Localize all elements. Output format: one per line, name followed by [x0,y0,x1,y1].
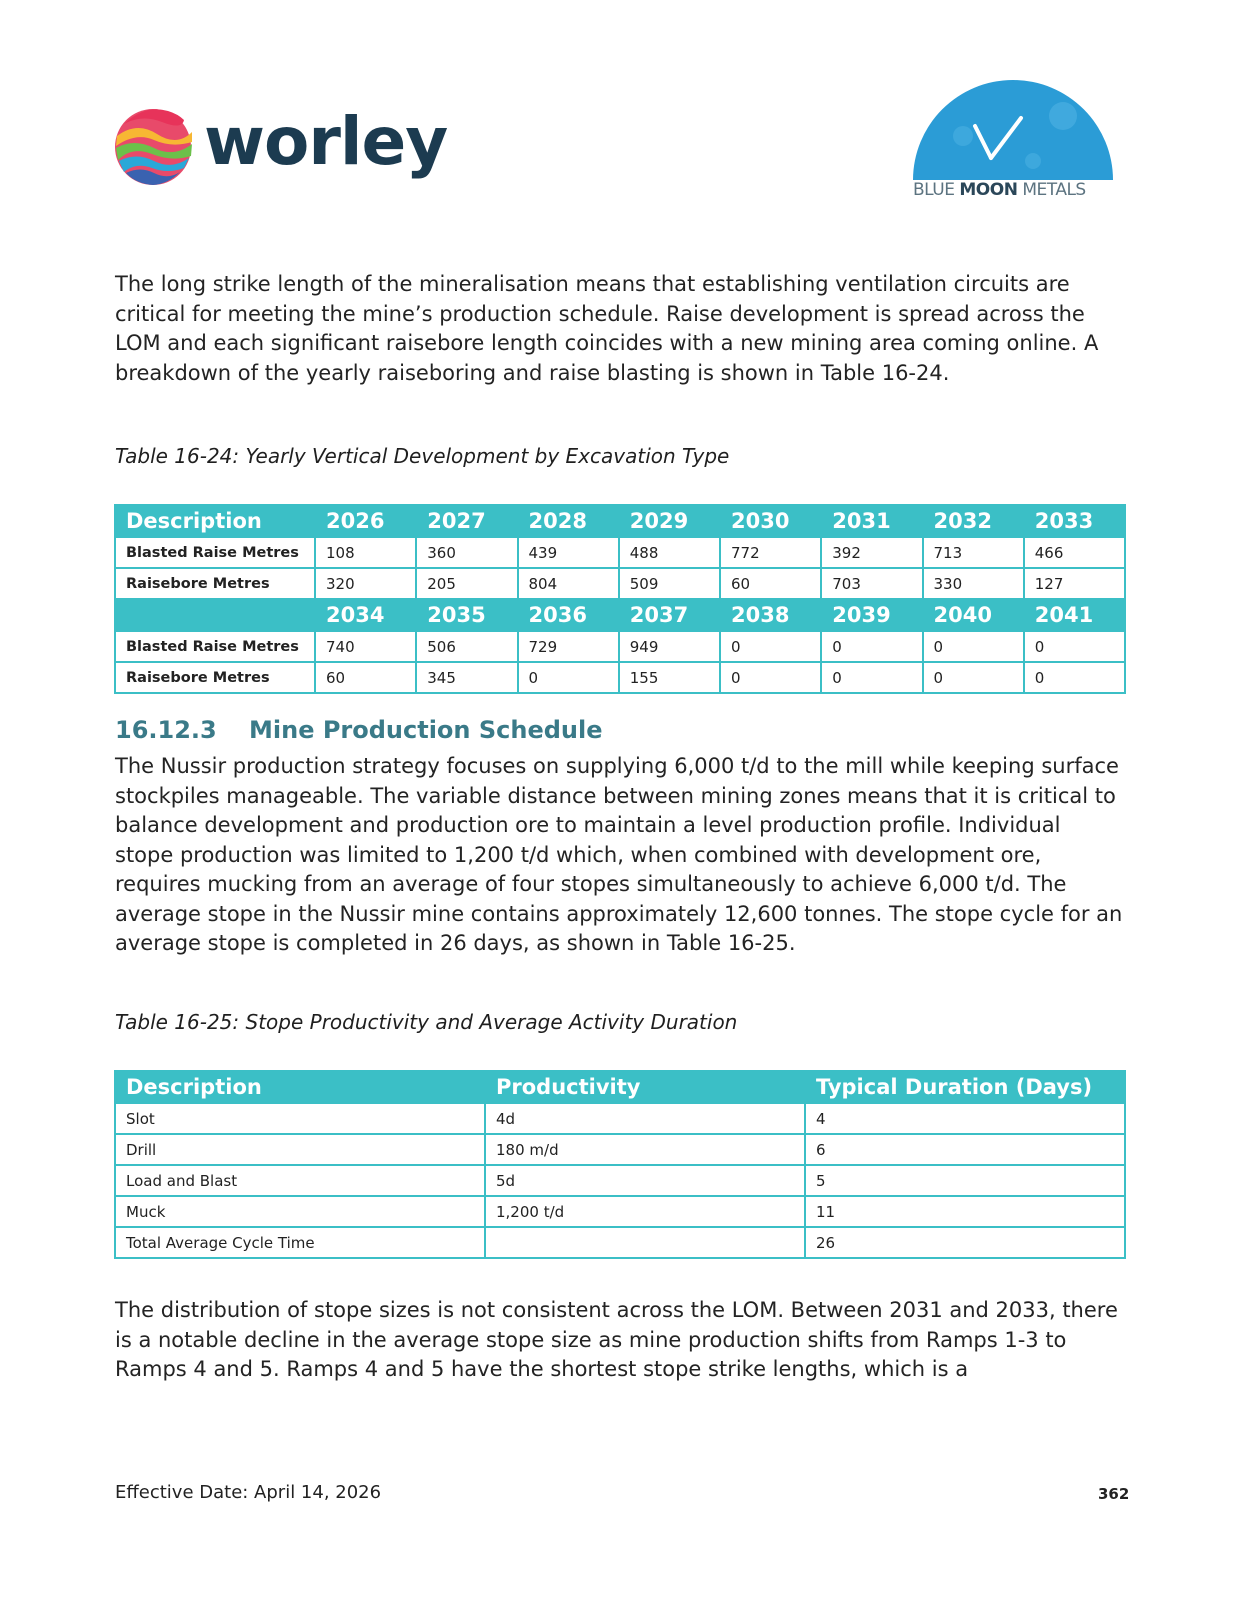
header-cell: 2026 [315,505,416,537]
row-label-cell: Raisebore Metres [115,568,315,599]
table-row [115,1227,1125,1258]
value-cell: 0 [1024,631,1125,662]
wordmark-moon: MOON [959,180,1018,200]
table-row [115,1134,1125,1165]
value-cell: 729 [518,631,619,662]
worley-logo-text: worley [204,103,448,180]
productivity-cell [485,1227,805,1258]
value-cell: 0 [923,662,1024,693]
duration-cell: 5 [805,1165,1125,1196]
page-number: 362 [1098,1485,1130,1503]
value-cell: 127 [1024,568,1125,599]
header-cell: Productivity [485,1071,805,1103]
value-cell: 0 [720,631,821,662]
header-cell: Typical Duration (Days) [805,1071,1125,1103]
blue-moon-metals-wordmark [913,180,1123,200]
worley-logo [112,100,462,190]
value-cell: 488 [619,537,720,568]
table-row [115,631,1125,662]
value-cell: 0 [720,662,821,693]
header-cell: 2038 [720,599,821,631]
header-cell: 2035 [416,599,517,631]
value-cell: 60 [315,662,416,693]
productivity-cell: 4d [485,1103,805,1134]
description-cell: Slot [115,1103,485,1134]
value-cell: 345 [416,662,517,693]
wordmark-metals: METALS [1017,180,1086,200]
footer-effective-date: Effective Date: April 14, 2026 [115,1482,382,1503]
production-strategy-paragraph: The Nussir production strategy focuses on supplying 6,000 t/d to the mill while keeping surface stockpiles manageable. The variable distance between mining zones means that it is critical to balance development and production ore to maintain a level production profile. Individual stope production was limited to 1,200 t/d which, when combined with development ore, requires mucking from an average of four stopes simultaneously to achieve 6,000 t/d. The average stope in the Nussir mine contains approximately 12,600 tonnes. The stope cycle for an average stope is completed in 26 days, as shown in Table 16-25. [115,754,1123,955]
value-cell: 439 [518,537,619,568]
value-cell: 506 [416,631,517,662]
table-row [115,1103,1125,1134]
intro-paragraph: The long strike length of the mineralisation means that establishing ventilation circuits are critical for meeting the mine’s production schedule. Raise development is spread across the LOM and each significant raisebore length coincides with a new mining area coming online. A breakdown of the yearly raiseboring and raise blasting is shown in Table 16-24. [115,272,1099,385]
header-cell: Description [115,505,315,537]
wordmark-blue: BLUE [913,180,960,200]
value-cell: 740 [315,631,416,662]
duration-cell: 11 [805,1196,1125,1227]
section-heading [115,716,603,744]
duration-cell: 4 [805,1103,1125,1134]
table-row [115,1165,1125,1196]
value-cell: 205 [416,568,517,599]
duration-cell: 26 [805,1227,1125,1258]
value-cell: 320 [315,568,416,599]
description-cell: Drill [115,1134,485,1165]
header-cell: 2039 [821,599,922,631]
value-cell: 155 [619,662,720,693]
table-row [115,537,1125,568]
row-label-cell: Blasted Raise Metres [115,631,315,662]
value-cell: 466 [1024,537,1125,568]
header-cell: 2027 [416,505,517,537]
table-row [115,662,1125,693]
header-cell: 2034 [315,599,416,631]
header-cell: 2036 [518,599,619,631]
table-header-row [115,1071,1125,1103]
table-header-row [115,505,1125,537]
header-cell: 2028 [518,505,619,537]
header-cell: 2041 [1024,599,1125,631]
header-cell: 2030 [720,505,821,537]
table-16-25-caption: Table 16-25: Stope Productivity and Average Activity Duration [115,1010,738,1034]
value-cell: 0 [923,631,1024,662]
value-cell: 360 [416,537,517,568]
description-cell: Total Average Cycle Time [115,1227,485,1258]
table-row [115,1196,1125,1227]
value-cell: 0 [1024,662,1125,693]
section-number: 16.12.3 [115,716,217,744]
header-cell [115,599,315,631]
value-cell: 108 [315,537,416,568]
productivity-cell: 5d [485,1165,805,1196]
description-cell: Muck [115,1196,485,1227]
header-cell: Description [115,1071,485,1103]
value-cell: 703 [821,568,922,599]
value-cell: 60 [720,568,821,599]
row-label-cell: Raisebore Metres [115,662,315,693]
row-label-cell: Blasted Raise Metres [115,537,315,568]
vertical-development-table [114,504,1126,694]
worley-swirl-icon [112,106,194,188]
table-header-row [115,599,1125,631]
value-cell: 0 [821,662,922,693]
table-row [115,568,1125,599]
description-cell: Load and Blast [115,1165,485,1196]
productivity-cell: 180 m/d [485,1134,805,1165]
section-title: Mine Production Schedule [249,716,603,744]
header-cell: 2033 [1024,505,1125,537]
header-cell: 2037 [619,599,720,631]
value-cell: 0 [821,631,922,662]
value-cell: 713 [923,537,1024,568]
moon-clock-icon [913,76,1113,180]
value-cell: 949 [619,631,720,662]
header-cell: 2032 [923,505,1024,537]
value-cell: 772 [720,537,821,568]
blue-moon-metals-logo [905,76,1120,206]
stope-productivity-table [114,1070,1126,1259]
table-16-24-caption: Table 16-24: Yearly Vertical Development by Excavation Type [115,444,730,468]
header-cell: 2040 [923,599,1024,631]
value-cell: 0 [518,662,619,693]
header-cell: 2031 [821,505,922,537]
value-cell: 509 [619,568,720,599]
header-cell: 2029 [619,505,720,537]
productivity-cell: 1,200 t/d [485,1196,805,1227]
stope-size-paragraph: The distribution of stope sizes is not consistent across the LOM. Between 2031 and 2033, there is a notable decline in the average stope size as mine production shifts from Ramps 1-3 to Ramps 4 and 5. Ramps 4 and 5 have the shortest stope strike lengths, which is a [115,1298,1118,1381]
duration-cell: 6 [805,1134,1125,1165]
value-cell: 804 [518,568,619,599]
value-cell: 330 [923,568,1024,599]
value-cell: 392 [821,537,922,568]
